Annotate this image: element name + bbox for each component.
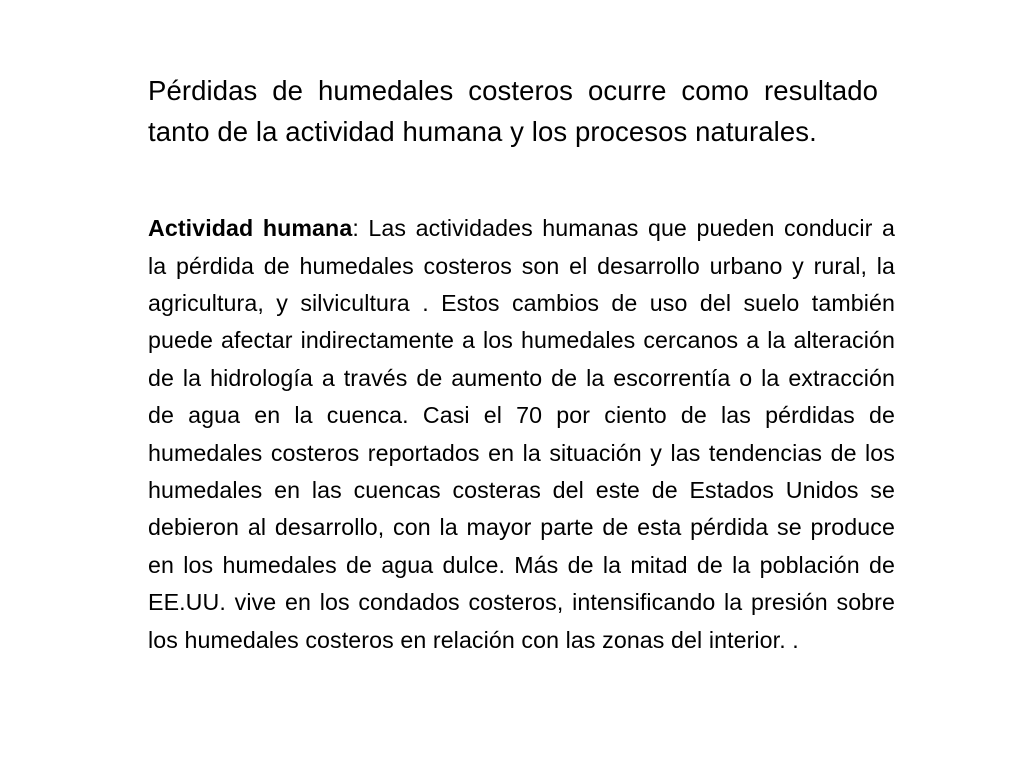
body-lead-separator: : bbox=[352, 215, 369, 242]
body-paragraph bbox=[148, 210, 895, 659]
slide-heading: Pérdidas de humedales costeros ocurre como resultado tanto de la actividad humana y los procesos naturales. bbox=[148, 74, 878, 147]
body-lead-term: Actividad humana bbox=[148, 215, 353, 242]
body-text: Las actividades humanas que pueden conducir a la pérdida de humedales costeros son el desarrollo urbano y rural, la agricultura, y silvicultura . Estos cambios de uso del suelo también puede afectar indirectamente a los humedales cercanos a la alteración de la hidrología a través de aumento de la escorrentía o la extracción de agua en la cuenca. Casi el 70 por ciento de las pérdidas de humedales costeros reportados en la situación y las tendencias de los humedales en las cuencas costeras del este de Estados Unidos se debieron al desarrollo, con la mayor parte de esta pérdida se produce en los humedales de agua dulce. Más de la mitad de la población de EE.UU. vive en los condados costeros, intensificando la presión sobre los humedales costeros en relación con las zonas del interior. . bbox=[148, 215, 895, 653]
